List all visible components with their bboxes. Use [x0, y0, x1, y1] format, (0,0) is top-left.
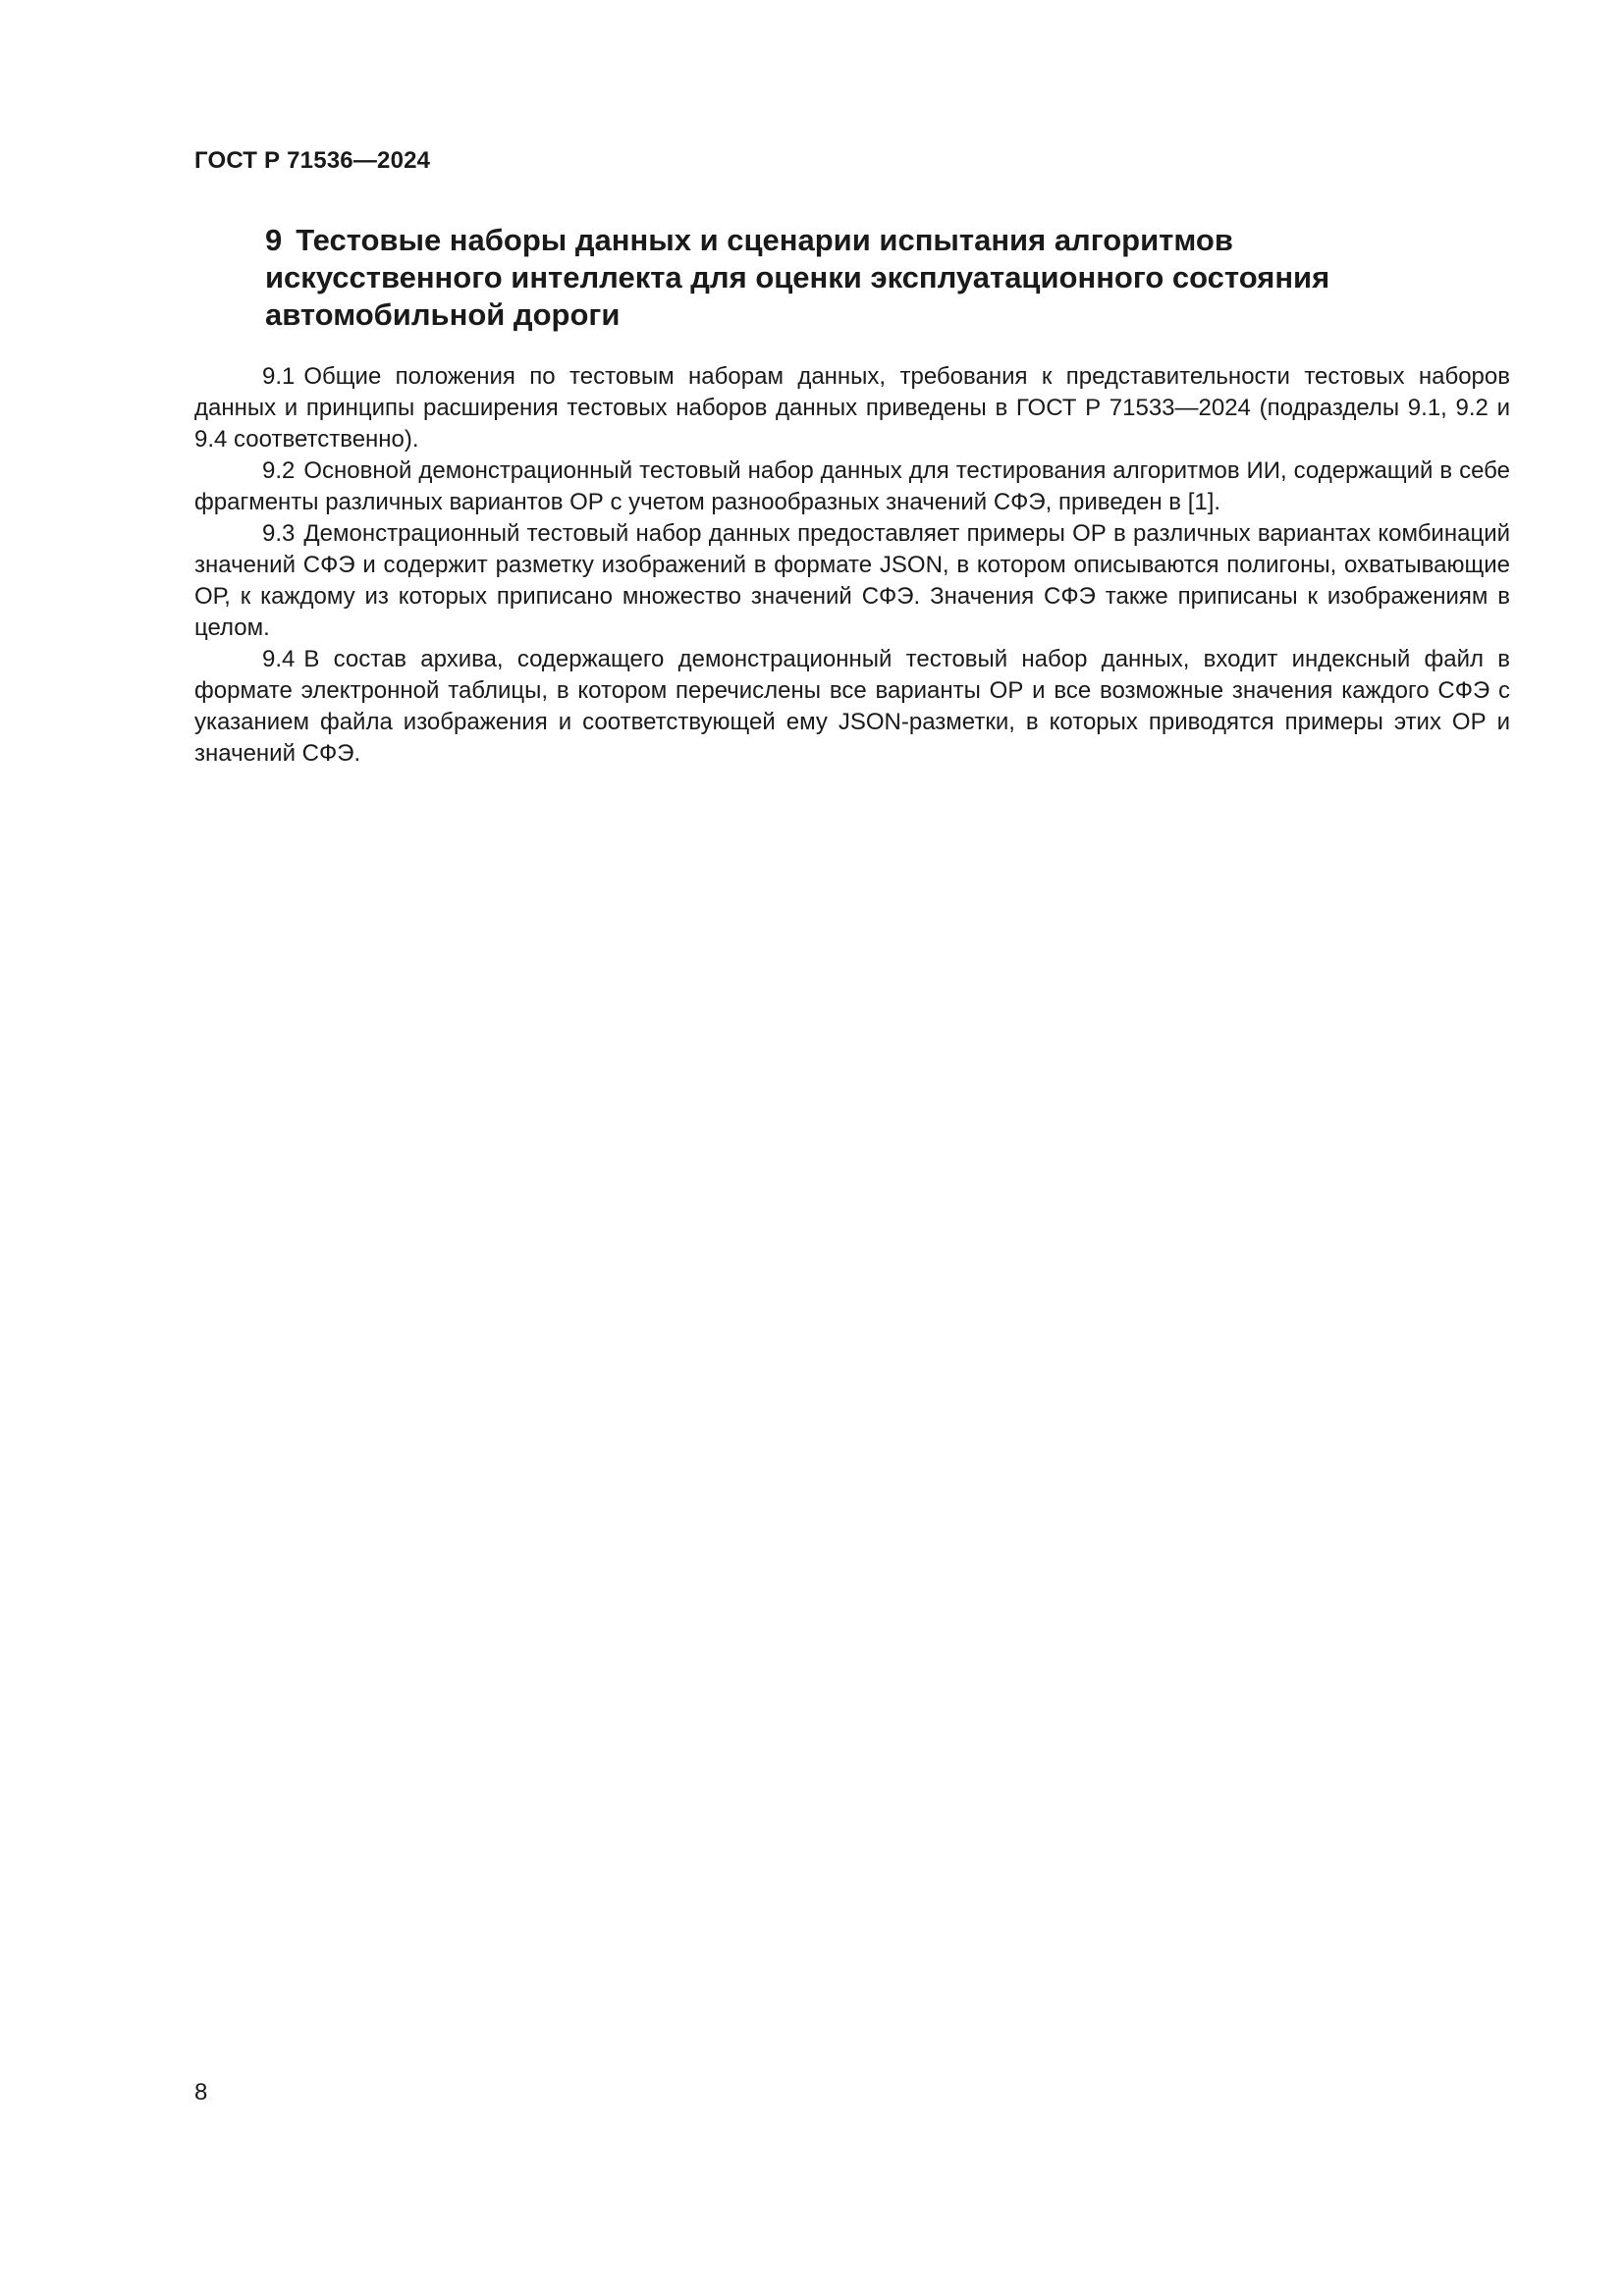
paragraph-text: Демонстрационный тестовый набор данных предоставляет примеры ОР в различных вариантах комбинаций значений СФЭ и содержит разметку изображений в формате JSON, в котором описываются полигоны, охватывающие ОР, к каждому из которых приписано множество значений СФЭ. Значения СФЭ также приписаны к изображениям в целом.: [194, 520, 1510, 641]
paragraph-text: Общие положения по тестовым наборам данных, требования к представительности тестовых наборов данных и принципы расширения тестовых наборов данных приведены в ГОСТ Р 71533—2024 (подразделы 9.1, 9.2 и 9.4 соответственно).: [194, 363, 1510, 453]
paragraph-text: Основной демонстрационный тестовый набор данных для тестирования алгоритмов ИИ, содержащий в себе фрагменты различных вариантов ОР с учетом разнообразных значений СФЭ, приведен в [1].: [194, 457, 1510, 515]
paragraph-number: 9.4: [262, 646, 296, 672]
paragraph-number: 9.1: [262, 363, 296, 390]
paragraph-9-3: [194, 518, 1510, 644]
document-code-header: ГОСТ Р 71536—2024: [194, 147, 431, 174]
paragraph-text: В состав архива, содержащего демонстрационный тестовый набор данных, входит индексный файл в формате электронной таблицы, в котором перечислены все варианты ОР и все возможные значения каждого СФЭ с указанием файла изображения и соответствующей ему JSON-разметки, в которых приводятся примеры этих ОР и значений СФЭ.: [194, 646, 1510, 767]
page-number: 8: [194, 2079, 208, 2106]
paragraph-9-4: [194, 644, 1510, 770]
paragraph-number: 9.2: [262, 457, 296, 484]
paragraph-9-1: [194, 361, 1510, 455]
section-number: 9: [265, 223, 283, 257]
section-title-line-1: Тестовые наборы данных и сценарии испытания алгоритмов: [296, 223, 1233, 257]
paragraph-9-2: [194, 455, 1510, 518]
section-title-line-2: искусственного интеллекта для оценки эксплуатационного состояния: [265, 260, 1330, 294]
section-title-line-3: автомобильной дороги: [265, 297, 621, 332]
paragraph-number: 9.3: [262, 520, 296, 547]
section-title: [265, 222, 1510, 334]
section-9: [194, 222, 1510, 770]
